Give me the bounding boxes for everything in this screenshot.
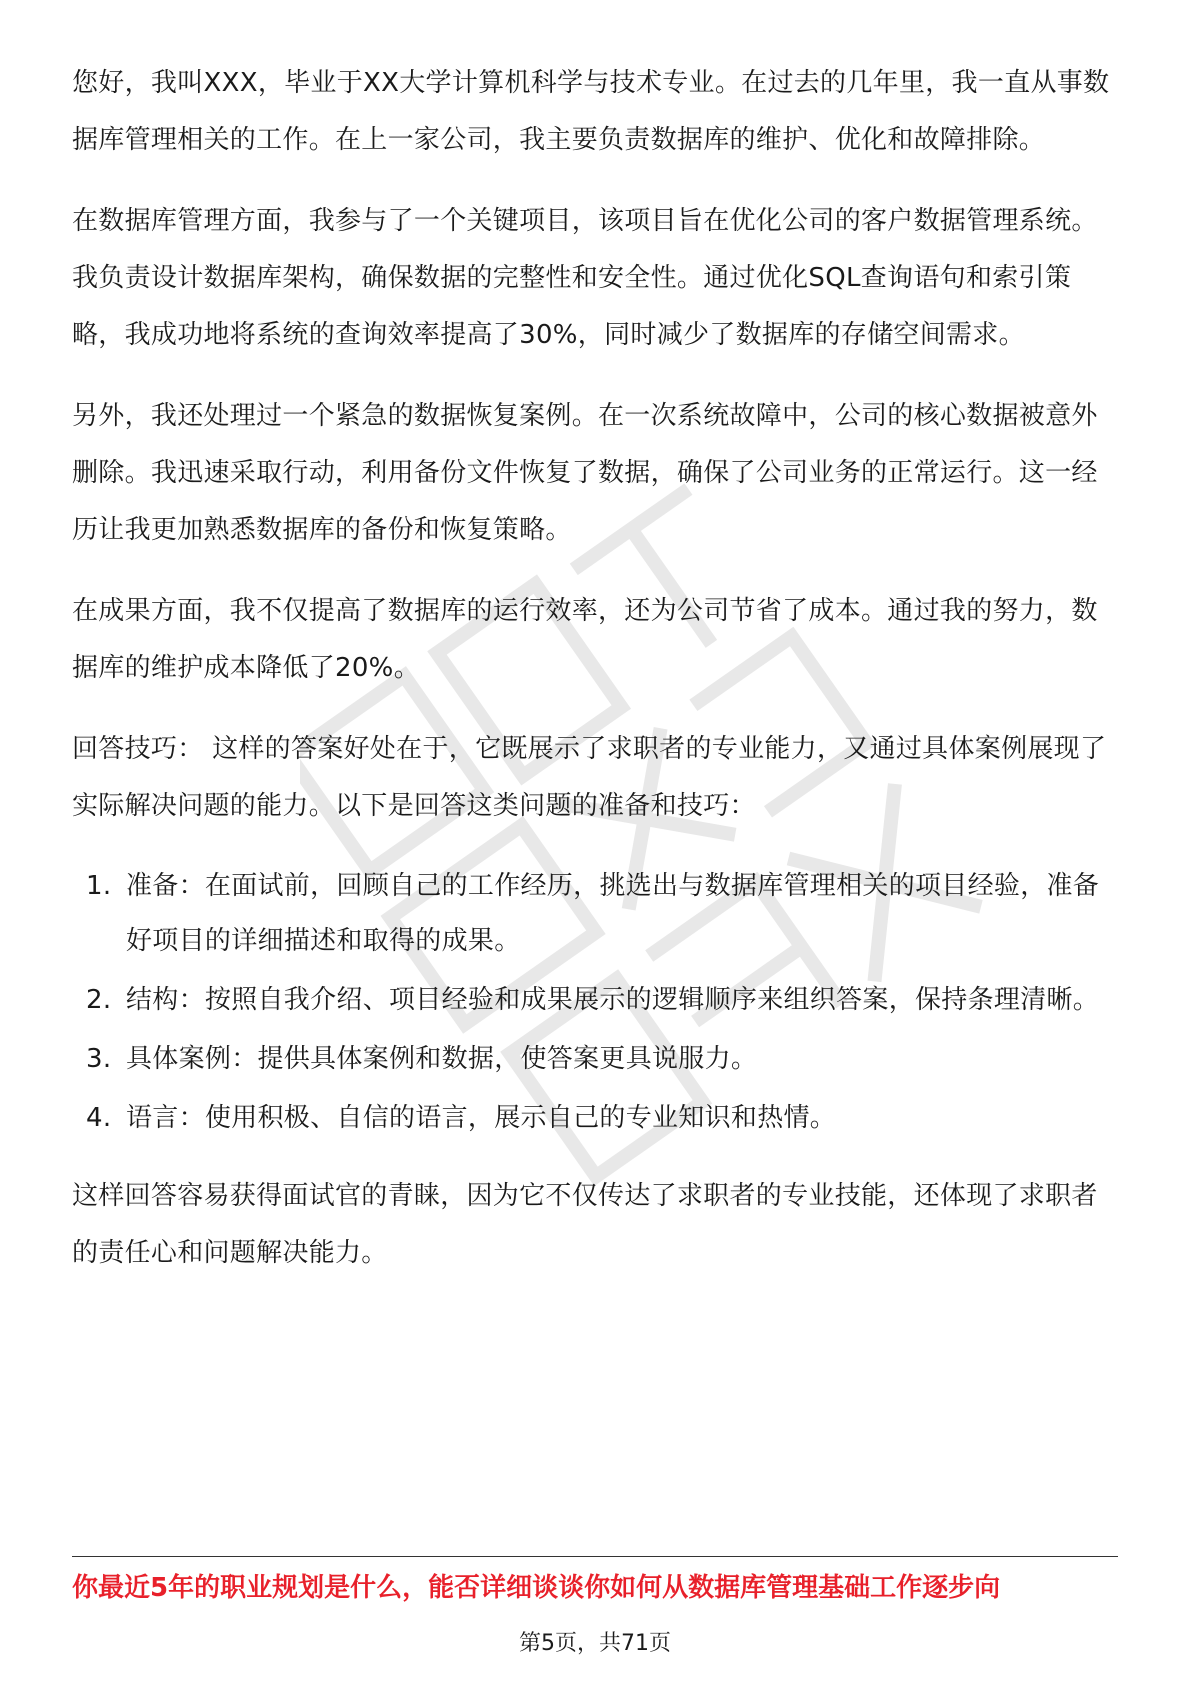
paragraph-tips-intro: 回答技巧： 这样的答案好处在于，它既展示了求职者的专业能力，又通过具体案例展现了实际解决问题的能力。以下是回答这类问题的准备和技巧：	[72, 734, 1107, 821]
list-text: 准备：在面试前，回顾自己的工作经历，挑选出与数据库管理相关的项目经验，准备好项目的详细描述和取得的成果。	[126, 871, 1100, 956]
list-text: 语言：使用积极、自信的语言，展示自己的专业知识和热情。	[126, 1103, 837, 1133]
list-number: 4.	[86, 1103, 112, 1133]
list-number: 1.	[86, 871, 112, 901]
main-content	[72, 55, 1120, 1306]
tips-list	[72, 859, 1120, 1146]
paragraph-recovery: 另外，我还处理过一个紧急的数据恢复案例。在一次系统故障中，公司的核心数据被意外删除。我迅速采取行动，利用备份文件恢复了数据，确保了公司业务的正常运行。这一经历让我更加熟悉数据库的备份和恢复策略。	[72, 401, 1098, 545]
list-number: 2.	[86, 985, 112, 1015]
list-text: 结构：按照自我介绍、项目经验和成果展示的逻辑顺序来组织答案，保持条理清晰。	[126, 985, 1100, 1015]
next-question-heading: 你最近5年的职业规划是什么，能否详细谈谈你如何从数据库管理基础工作逐步向	[72, 1573, 1001, 1603]
paragraph-results: 在成果方面，我不仅提高了数据库的运行效率，还为公司节省了成本。通过我的努力，数据库的维护成本降低了20%。	[72, 596, 1098, 683]
page-footer: 第5页，共71页	[519, 1631, 671, 1656]
list-item	[72, 973, 1120, 1028]
section-divider	[72, 1556, 1118, 1557]
list-text: 具体案例：提供具体案例和数据，使答案更具说服力。	[126, 1044, 758, 1074]
paragraph-project: 在数据库管理方面，我参与了一个关键项目，该项目旨在优化公司的客户数据管理系统。我负责设计数据库架构，确保数据的完整性和安全性。通过优化SQL查询语句和索引策略，我成功地将系统的查询效率提高了30%，同时减少了数据库的存储空间需求。	[72, 206, 1098, 350]
list-item	[72, 1091, 1120, 1146]
list-number: 3.	[86, 1044, 112, 1074]
paragraph-conclusion: 这样回答容易获得面试官的青睐，因为它不仅传达了求职者的专业技能，还体现了求职者的责任心和问题解决能力。	[72, 1181, 1098, 1268]
list-item	[72, 859, 1120, 969]
list-item	[72, 1032, 1120, 1087]
paragraph-intro: 您好，我叫XXX，毕业于XX大学计算机科学与技术专业。在过去的几年里，我一直从事数据库管理相关的工作。在上一家公司，我主要负责数据库的维护、优化和故障排除。	[72, 68, 1110, 155]
